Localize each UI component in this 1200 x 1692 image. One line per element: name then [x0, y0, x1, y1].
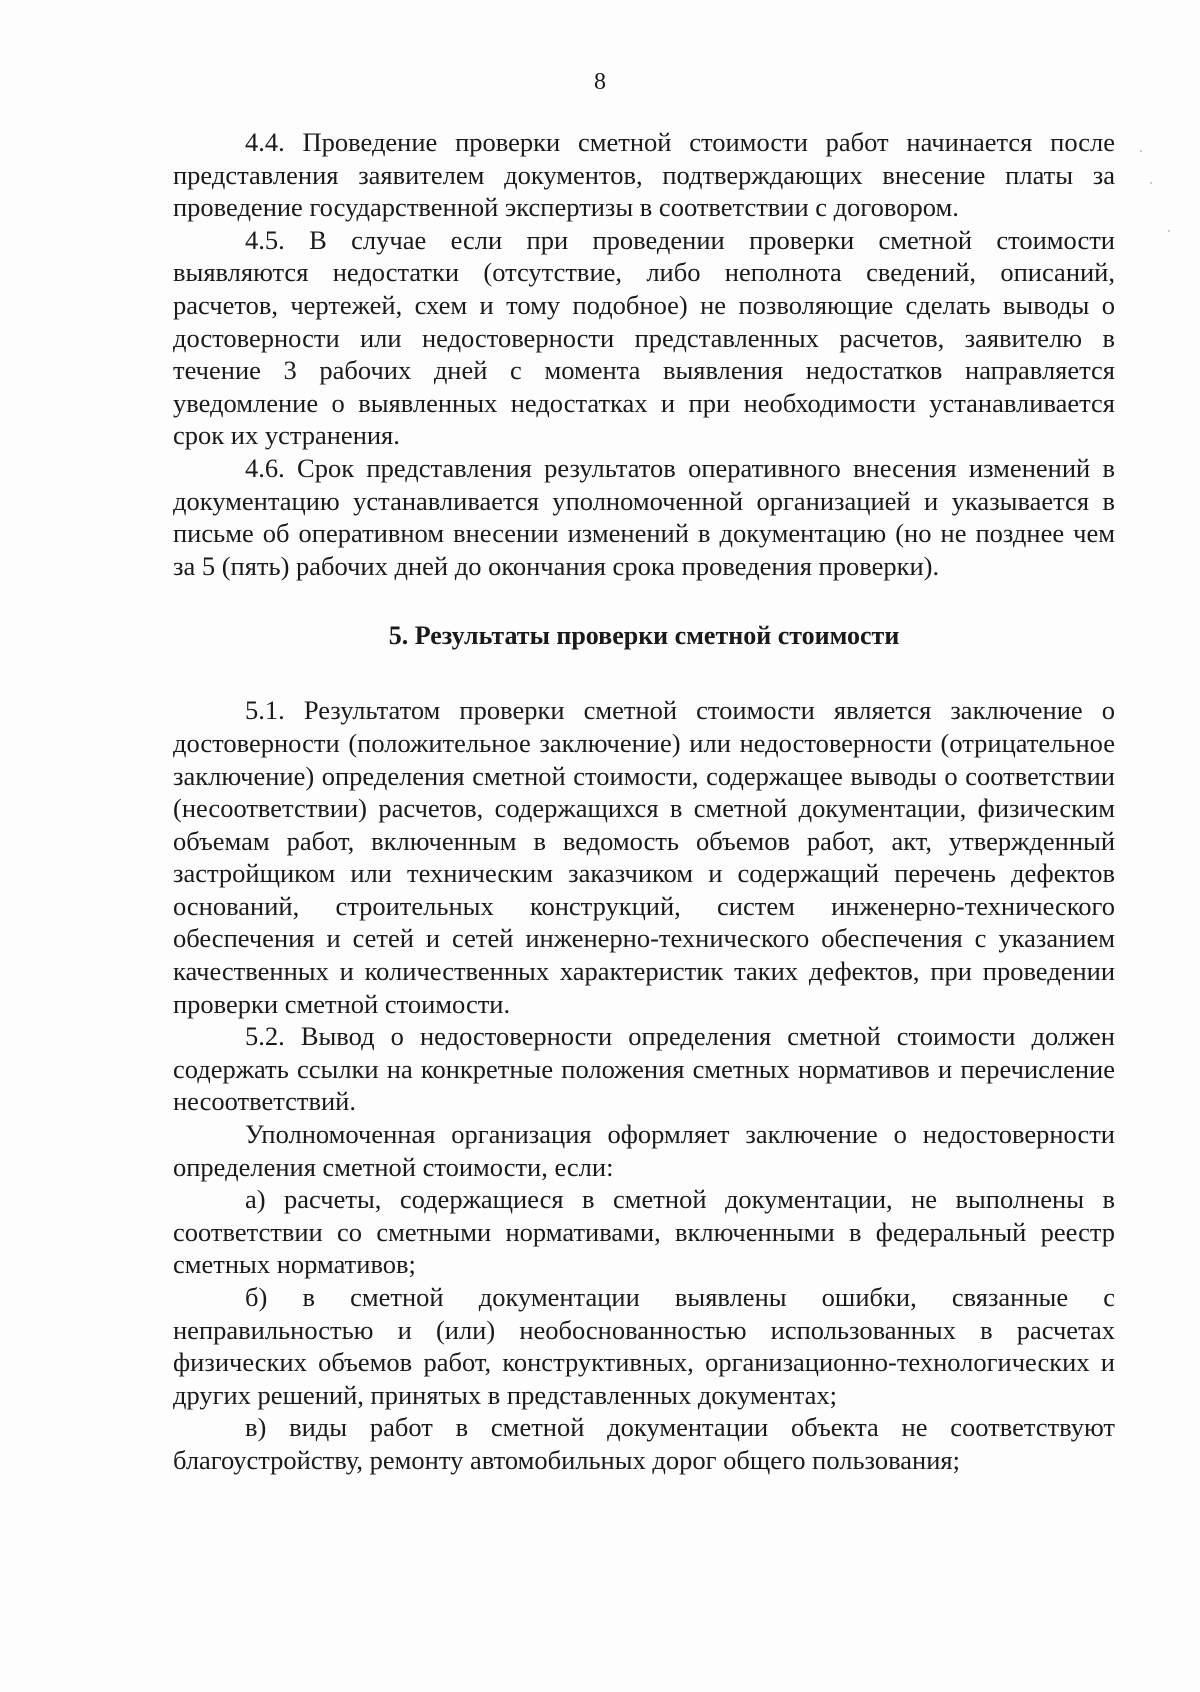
paragraph-4-4: 4.4. Проведение проверки сметной стоимости работ начинается после представления заявителем документов, подтверждающих внесение платы за проведение государственной экспертизы в соответствии с договором.: [173, 127, 1115, 223]
paragraph-5-2: 5.2. Вывод о недостоверности определения сметной стоимости должен содержать ссылки на конкретные положения сметных нормативов и перечисление несоответствий.: [173, 1021, 1115, 1117]
paragraph-4-6: 4.6. Срок представления результатов оперативного внесения изменений в документацию устанавливается уполномоченной организацией и указывается в письме об оперативном внесении изменений в документацию (но не позднее чем за 5 (пять) рабочих дней до окончания срока проведения проверки).: [173, 452, 1115, 581]
document-body: [173, 126, 1115, 1477]
paragraph-conclusion-conditions: Уполномоченная организация оформляет заключение о недостоверности определения сметной стоимости, если:: [173, 1119, 1115, 1182]
scan-speck: [1140, 150, 1142, 152]
section-heading: 5. Результаты проверки сметной стоимости: [388, 621, 900, 651]
scan-speck: [1150, 182, 1152, 184]
list-item-b: б) в сметной документации выявлены ошибки, связанные с неправильностью и (или) необоснованностью использованных в расчетах физических объемов работ, конструктивных, организационно-технологических и других решений, принятых в представленных документах;: [173, 1282, 1115, 1410]
list-item-a: а) расчеты, содержащиеся в сметной документации, не выполнены в соответствии со сметными нормативами, включенными в федеральный реестр сметных нормативов;: [173, 1184, 1115, 1280]
scan-speck: [1168, 230, 1170, 232]
page-number: 8: [594, 69, 606, 95]
list-item-v: в) виды работ в сметной документации объекта не соответствуют благоустройству, ремонту автомобильных дорог общего пользования;: [173, 1412, 1115, 1475]
paragraph-5-1: 5.1. Результатом проверки сметной стоимости является заключение о достоверности (положительное заключение) или недостоверности (отрицательное заключение) определения сметной стоимости, содержащее выводы о соответствии (несоответствии) расчетов, содержащихся в сметной документации, физическим объемам работ, включенным в ведомость объемов работ, акт, утвержденный застройщиком или техническим заказчиком и содержащий перечень дефектов оснований, строительных конструкций, систем инженерно-технического обеспечения и сетей и сетей инженерно-технического обеспечения с указанием качественных и количественных характеристик таких дефектов, при проведении проверки сметной стоимости.: [173, 695, 1115, 1019]
paragraph-4-5: 4.5. В случае если при проведении проверки сметной стоимости выявляются недостатки (отсутствие, либо неполнота сведений, описаний, расчетов, чертежей, схем и тому подобное) не позволяющие сделать выводы о достоверности или недостоверности представленных расчетов, заявителю в течение 3 рабочих дней с момента выявления недостатков направляется уведомление о выявленных недостатках и при необходимости устанавливается срок их устранения.: [173, 224, 1115, 451]
